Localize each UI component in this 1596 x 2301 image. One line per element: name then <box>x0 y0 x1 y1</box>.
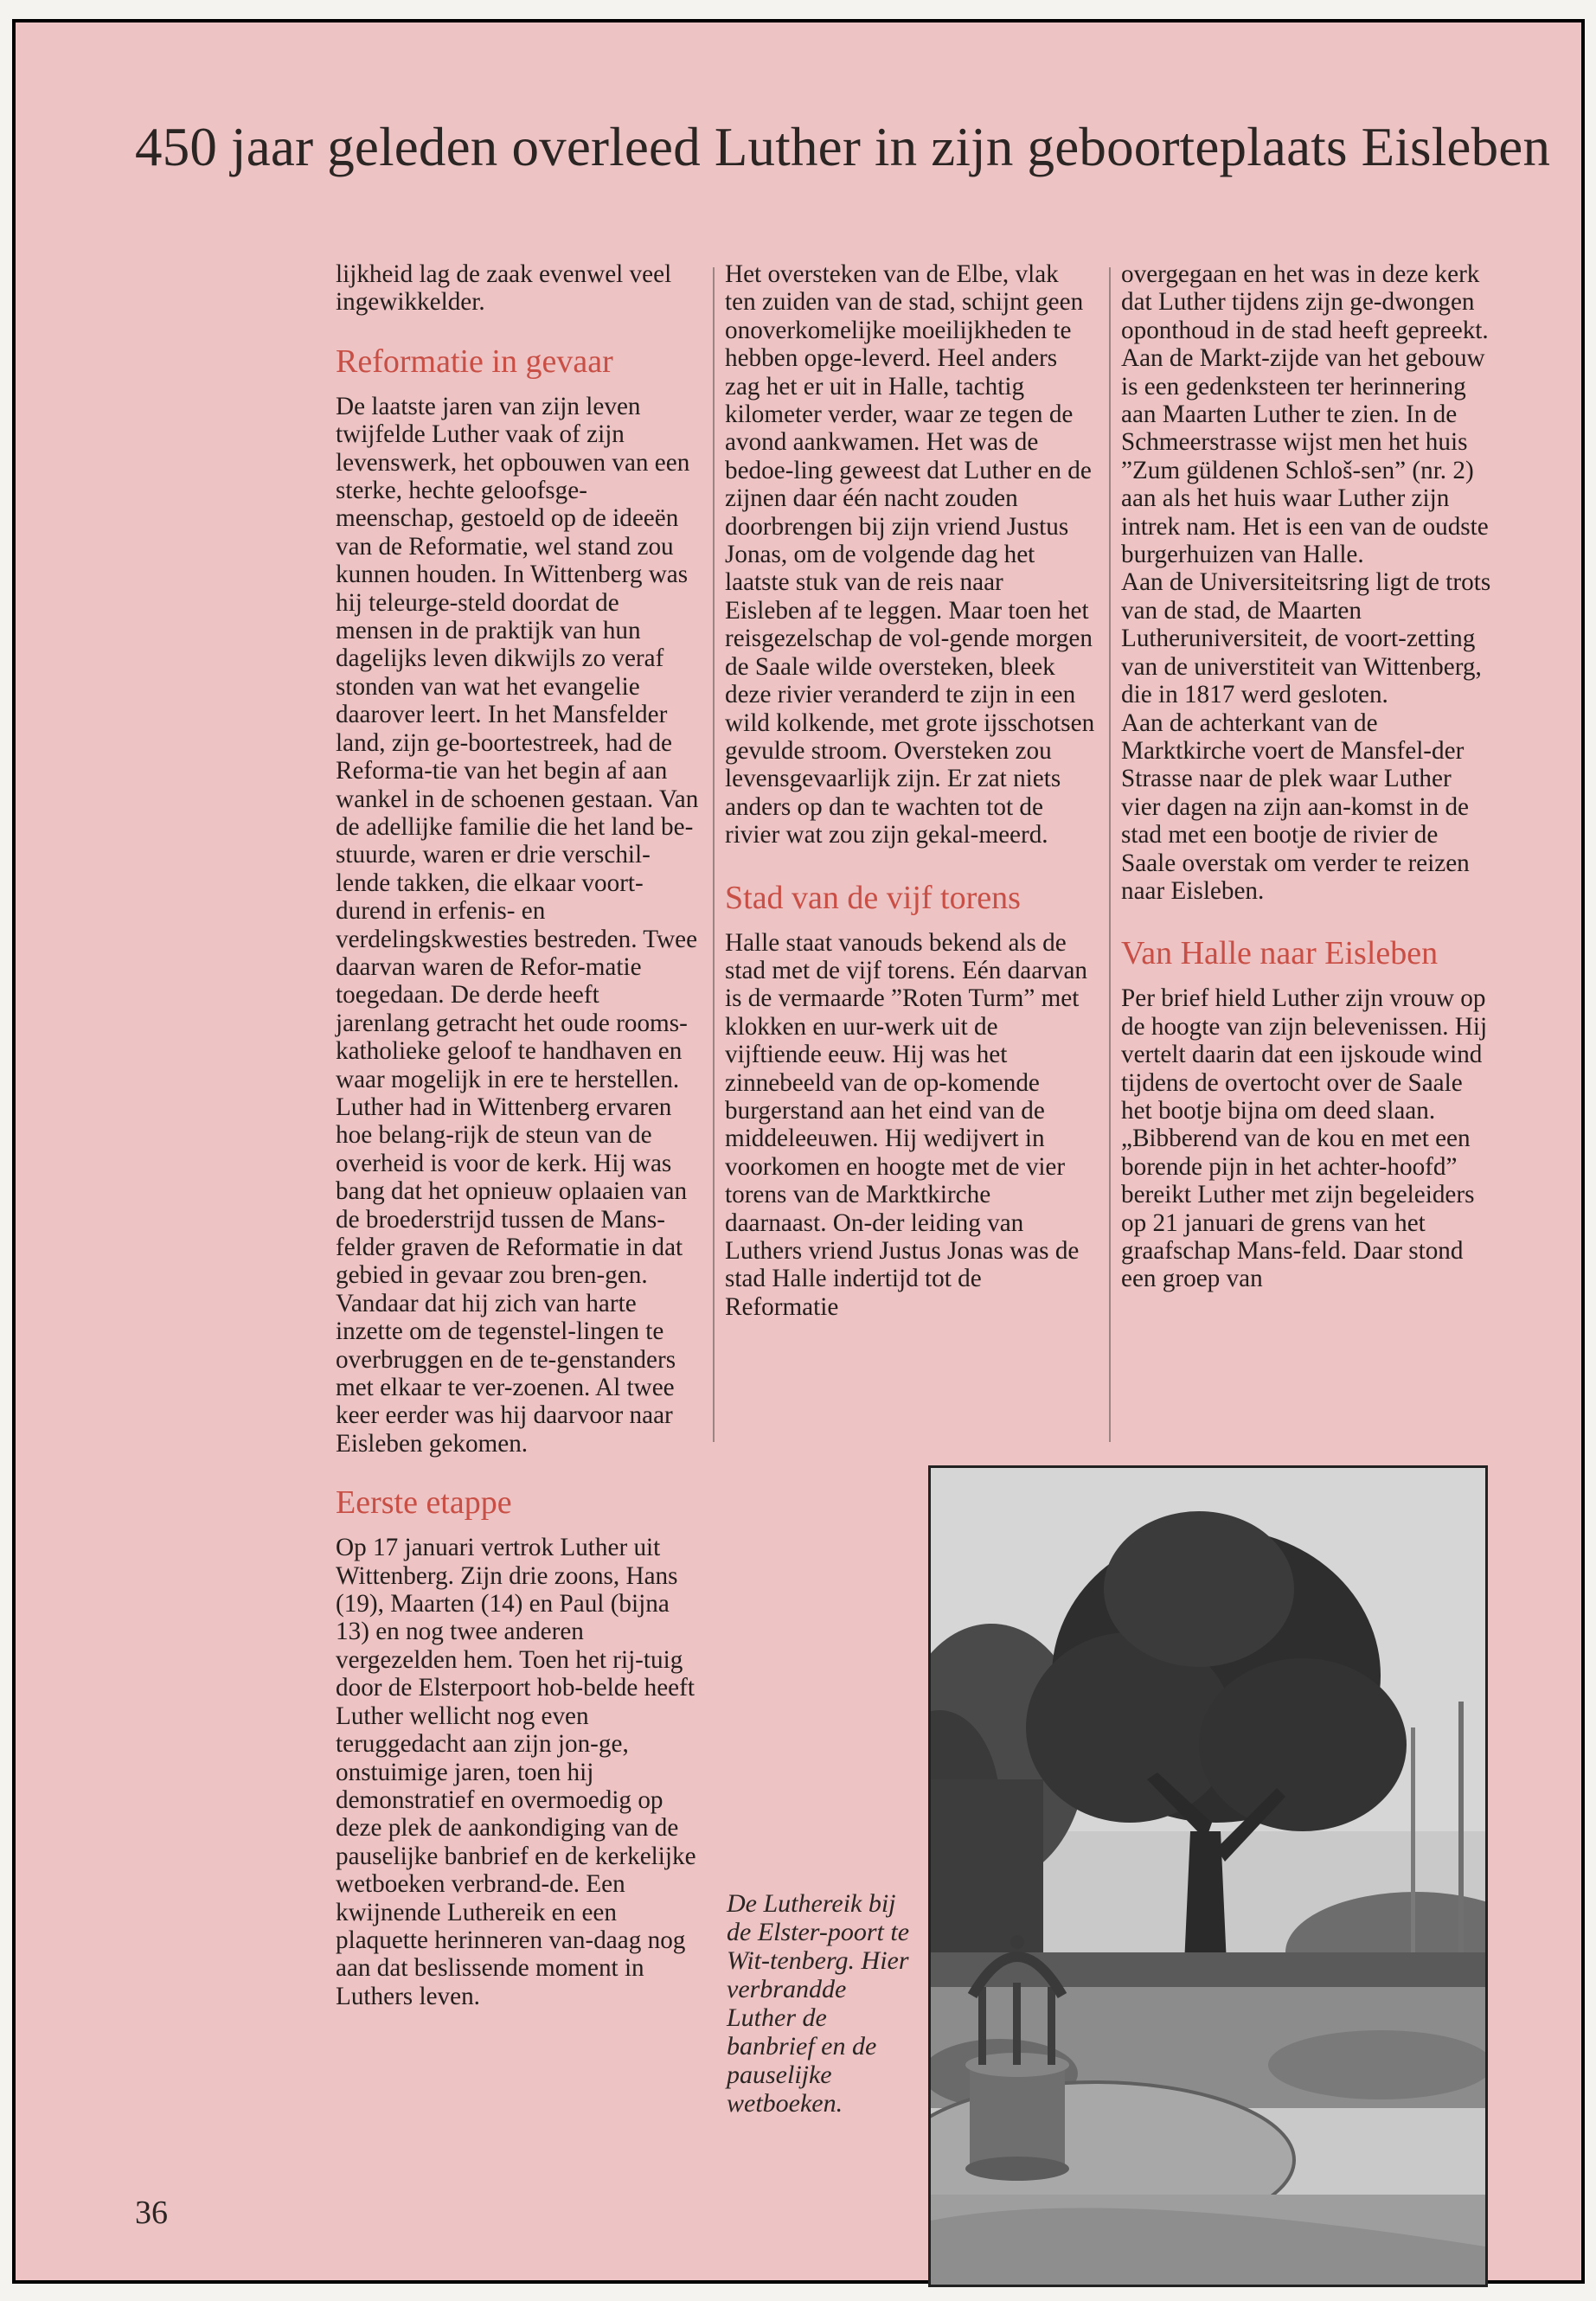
magazine-page <box>12 19 1585 2284</box>
heading-van-halle-naar-eisleben: Van Halle naar Eisleben <box>1121 935 1439 972</box>
heading-reformatie: Reformatie in gevaar <box>336 343 613 380</box>
paragraph-reformatie: De laatste jaren van zijn leven twijfelde Luther vaak of zijn levenswerk, het opbouwen van een sterke, hechte geloofsge-meenschap, gestoeld op de ideeën van de Reformatie, wel stand zou kunnen houden. In Wittenberg was hij teleurge-steld doordat de mensen in de praktijk van hun dagelijks leven dikwijls zo veraf stonden van wat het evangelie daarover leert. In het Mansfelder land, zijn ge-boortestreek, had de Reforma-tie van het begin af aan wankel in de schoenen gestaan. Van de adellijke familie die het land be-stuurde, waren er drie verschil-lende takken, die elkaar voort-durend in erfenis- en verdelingskwesties bestreden. Twee daarvan waren de Refor-matie toegedaan. De derde heeft jarenlang getracht het oude rooms-katholieke geloof te handhaven en waar mogelijk in ere te herstellen. Luther had in Wittenberg ervaren hoe belang-rijk de steun van de overheid is voor de kerk. Hij was bang dat het opnieuw oplaaien van de broederstrijd tussen de Mans-felder graven de Reformatie in dat gebied in gevaar zou bren-gen. Vandaar dat hij zich van harte inzette om de tegenstel-lingen te overbruggen en de te-genstanders met elkaar te ver-zoenen. Al twee keer eerder was hij daarvoor naar Eisleben gekomen. <box>336 392 699 1458</box>
paragraph-elbe: Het oversteken van de Elbe, vlak ten zuiden van de stad, schijnt geen onoverkomelijke moeilijkheden te hebben opge-leverd. Heel anders zag het er uit in Halle, tachtig kilometer verder, waar ze tegen de avond aankwamen. Het was de bedoe-ling geweest dat Luther en de zijnen daar één nacht zouden doorbrengen bij zijn vriend Justus Jonas, om de volgende dag het laatste stuk van de reis naar Eisleben af te leggen. Maar toen het reisgezelschap de vol-gende morgen de Saale wilde oversteken, bleek deze rivier veranderd te zijn in een wild kolkende, met grote ijsschotsen gevulde stroom. Oversteken zou levensgevaarlijk zijn. Er zat niets anders op dan te wachten tot de rivier wat zou zijn gekal-meerd. <box>725 260 1095 849</box>
heading-eerste-etappe: Eerste etappe <box>336 1484 512 1522</box>
photo-caption: De Luthereik bij de Elster-poort te Wit-tenberg. Hier verbrandde Luther de banbrief en de pauselijke wetboeken. <box>727 1889 910 2118</box>
paragraph-halle: Per brief hield Luther zijn vrouw op de hoogte van zijn belevenissen. Hij vertelt daarin dat een ijskoude wind tijdens de overtocht over de Saale het bootje bijna om deed slaan. „Bibberend van de kou en met een borende pijn in het achter-hoofd” bereikt Luther met zijn begeleiders op 21 januari de grens van het graafschap Mans-feld. Daar stond een groep van <box>1121 984 1488 1293</box>
paragraph-marktkirche: Aan de achterkant van de Marktkirche voert de Mansfel-der Strasse naar de plek waar Luther vier dagen na zijn aan-komst in de stad met een bootje de rivier de Saale overstak om verder te reizen naar Eisleben. <box>1121 708 1470 905</box>
paragraph-kerk: overgegaan en het was in deze kerk dat Luther tijdens zijn ge-dwongen oponthoud in de stad heeft gepreekt. Aan de Markt-zijde van het gebouw is een gedenksteen ter herinnering aan Maarten Luther te zien. In de Schmeerstrasse wijst men het huis ”Zum güldenen Schloš-sen” (nr. 2) aan als het huis waar Luther zijn intrek nam. Het is een van de oudste burgerhuizen van Halle. <box>1121 260 1489 569</box>
text-column-2 <box>725 260 1095 1321</box>
paragraph-universiteit: Aan de Universiteitsring ligt de trots van de stad, de Maarten Lutheruniversiteit, de voort-zetting van de universtiteit van Wittenberg, die in 1817 werd gesloten. <box>1121 568 1491 709</box>
text-column-1 <box>336 260 699 2010</box>
column-divider-2 <box>1109 267 1111 1442</box>
column1-lead: lijkheid lag de zaak evenwel veel ingewikkelder. <box>336 260 672 317</box>
heading-stad-vijf-torens: Stad van de vijf torens <box>725 879 1021 916</box>
text-column-3 <box>1121 260 1493 1293</box>
column-divider-1 <box>713 267 715 1442</box>
page-title: 450 jaar geleden overleed Luther in zijn geboorteplaats Eisleben <box>135 117 1551 177</box>
paragraph-stad: Halle staat vanouds bekend als de stad met de vijf torens. Eén daarvan is de vermaarde ”Roten Turm” met klokken en uur-werk uit de vijftiende eeuw. Hij was het zinnebeeld van de op-komende burgerstand aan het eind van de middeleeuwen. Hij wedijvert in voorkomen en hoogte met de vier torens van de Marktkirche daarnaast. On-der leiding van Luthers vriend Justus Jonas was de stad Halle indertijd tot de Reformatie <box>725 928 1088 1321</box>
paragraph-eerste-etappe: Op 17 januari vertrok Luther uit Wittenberg. Zijn drie zoons, Hans (19), Maarten (14) en Paul (bijna 13) en nog twee anderen vergezelden hem. Toen het rij-tuig door de Elsterpoort hob-belde heeft Luther wellicht nog even teruggedacht aan zijn jon-ge, onstuimige jaren, toen hij demonstratief en overmoedig op deze plek de aankondiging van de pauselijke banbrief en de kerkelijke wetboeken verbrand-de. Een kwijnende Luthereik en een plaquette herinneren van-daag nog aan dat beslissende moment in Luthers leven. <box>336 1534 696 2010</box>
photo-luthereik-icon <box>931 1468 1485 2285</box>
photo-luthereik <box>928 1465 1488 2287</box>
page-number: 36 <box>135 2195 168 2231</box>
